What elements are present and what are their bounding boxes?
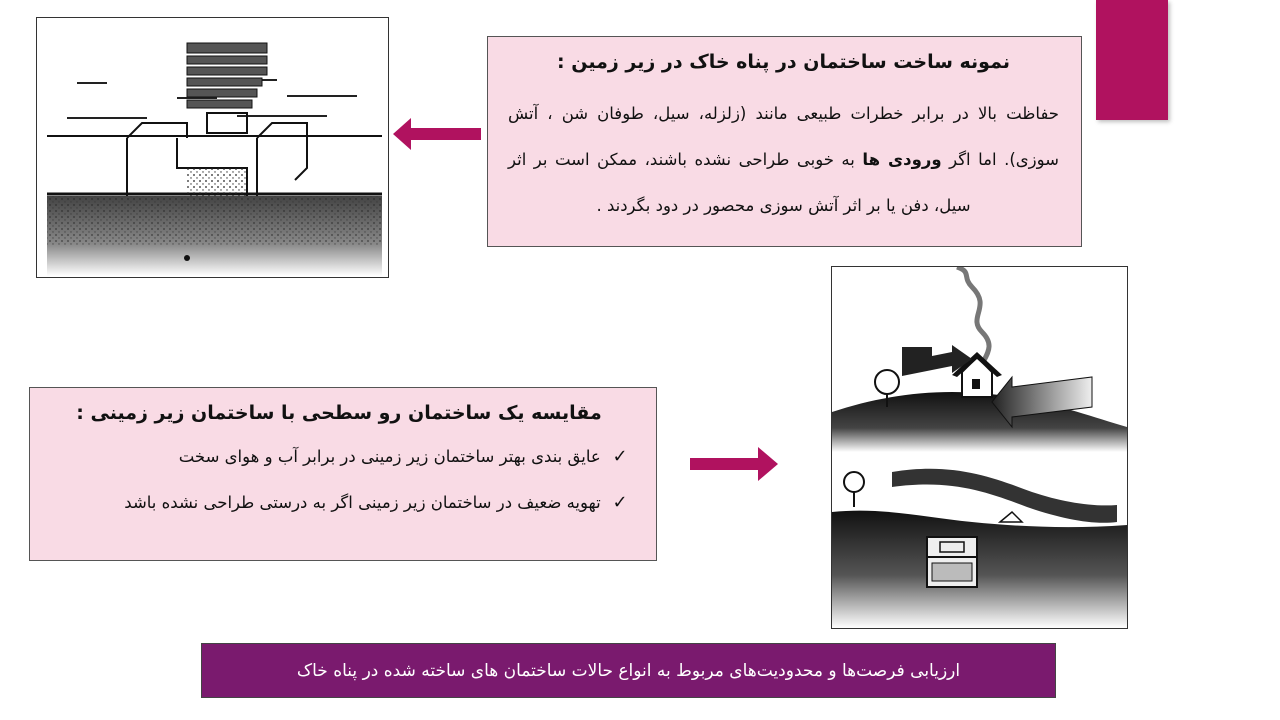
comparison-list bbox=[44, 442, 634, 518]
entrances-emphasis: ورودی ها bbox=[862, 150, 942, 169]
underground-example-title: نمونه ساخت ساختمان در پناه خاک در زیر زمین : bbox=[557, 51, 1010, 73]
footer-caption bbox=[201, 643, 1056, 698]
comparison-item-text: عایق بندی بهتر ساختمان زیر زمینی در برابر آب و هوای سخت bbox=[178, 447, 601, 466]
checkmark-icon: ✓ bbox=[612, 446, 628, 467]
checkmark-icon: ✓ bbox=[612, 492, 628, 513]
underground-example-box bbox=[487, 36, 1082, 247]
comparison-item bbox=[44, 488, 634, 518]
comparison-item-text: تهویه ضعیف در ساختمان زیر زمینی اگر به درستی طراحی نشده باشد bbox=[124, 493, 601, 512]
text-part-2: به خوبی طراحی نشده باشند، ممکن است بر اثر سیل، دفن یا بر اثر آتش سوزی محصور در دود بگردند . bbox=[508, 150, 971, 215]
footer-caption-text: ارزیابی فرصت‌ها و محدودیت‌های مربوط به انواع حالات ساختمان های ساخته شده در پناه خاک bbox=[296, 660, 961, 681]
surface-vs-underground-illustration bbox=[831, 266, 1128, 629]
arrow-left-icon bbox=[393, 118, 481, 150]
text-part-1: حفاظت بالا در برابر خطرات طبیعی مانند (زلزله، سیل، طوفان شن ، آتش سوزی). اما اگر bbox=[508, 104, 1059, 169]
comparison-title: مقایسه یک ساختمان رو سطحی با ساختمان زیر زمینی : bbox=[76, 402, 602, 424]
underground-building-illustration bbox=[36, 17, 389, 278]
arrow-right-icon bbox=[690, 447, 778, 481]
comparison-box bbox=[29, 387, 657, 561]
surface-vs-underground-drawing bbox=[832, 267, 1127, 628]
underground-section-drawing bbox=[37, 18, 388, 277]
underground-example-text bbox=[508, 91, 1059, 229]
accent-bar bbox=[1096, 0, 1168, 120]
comparison-item bbox=[44, 442, 634, 472]
